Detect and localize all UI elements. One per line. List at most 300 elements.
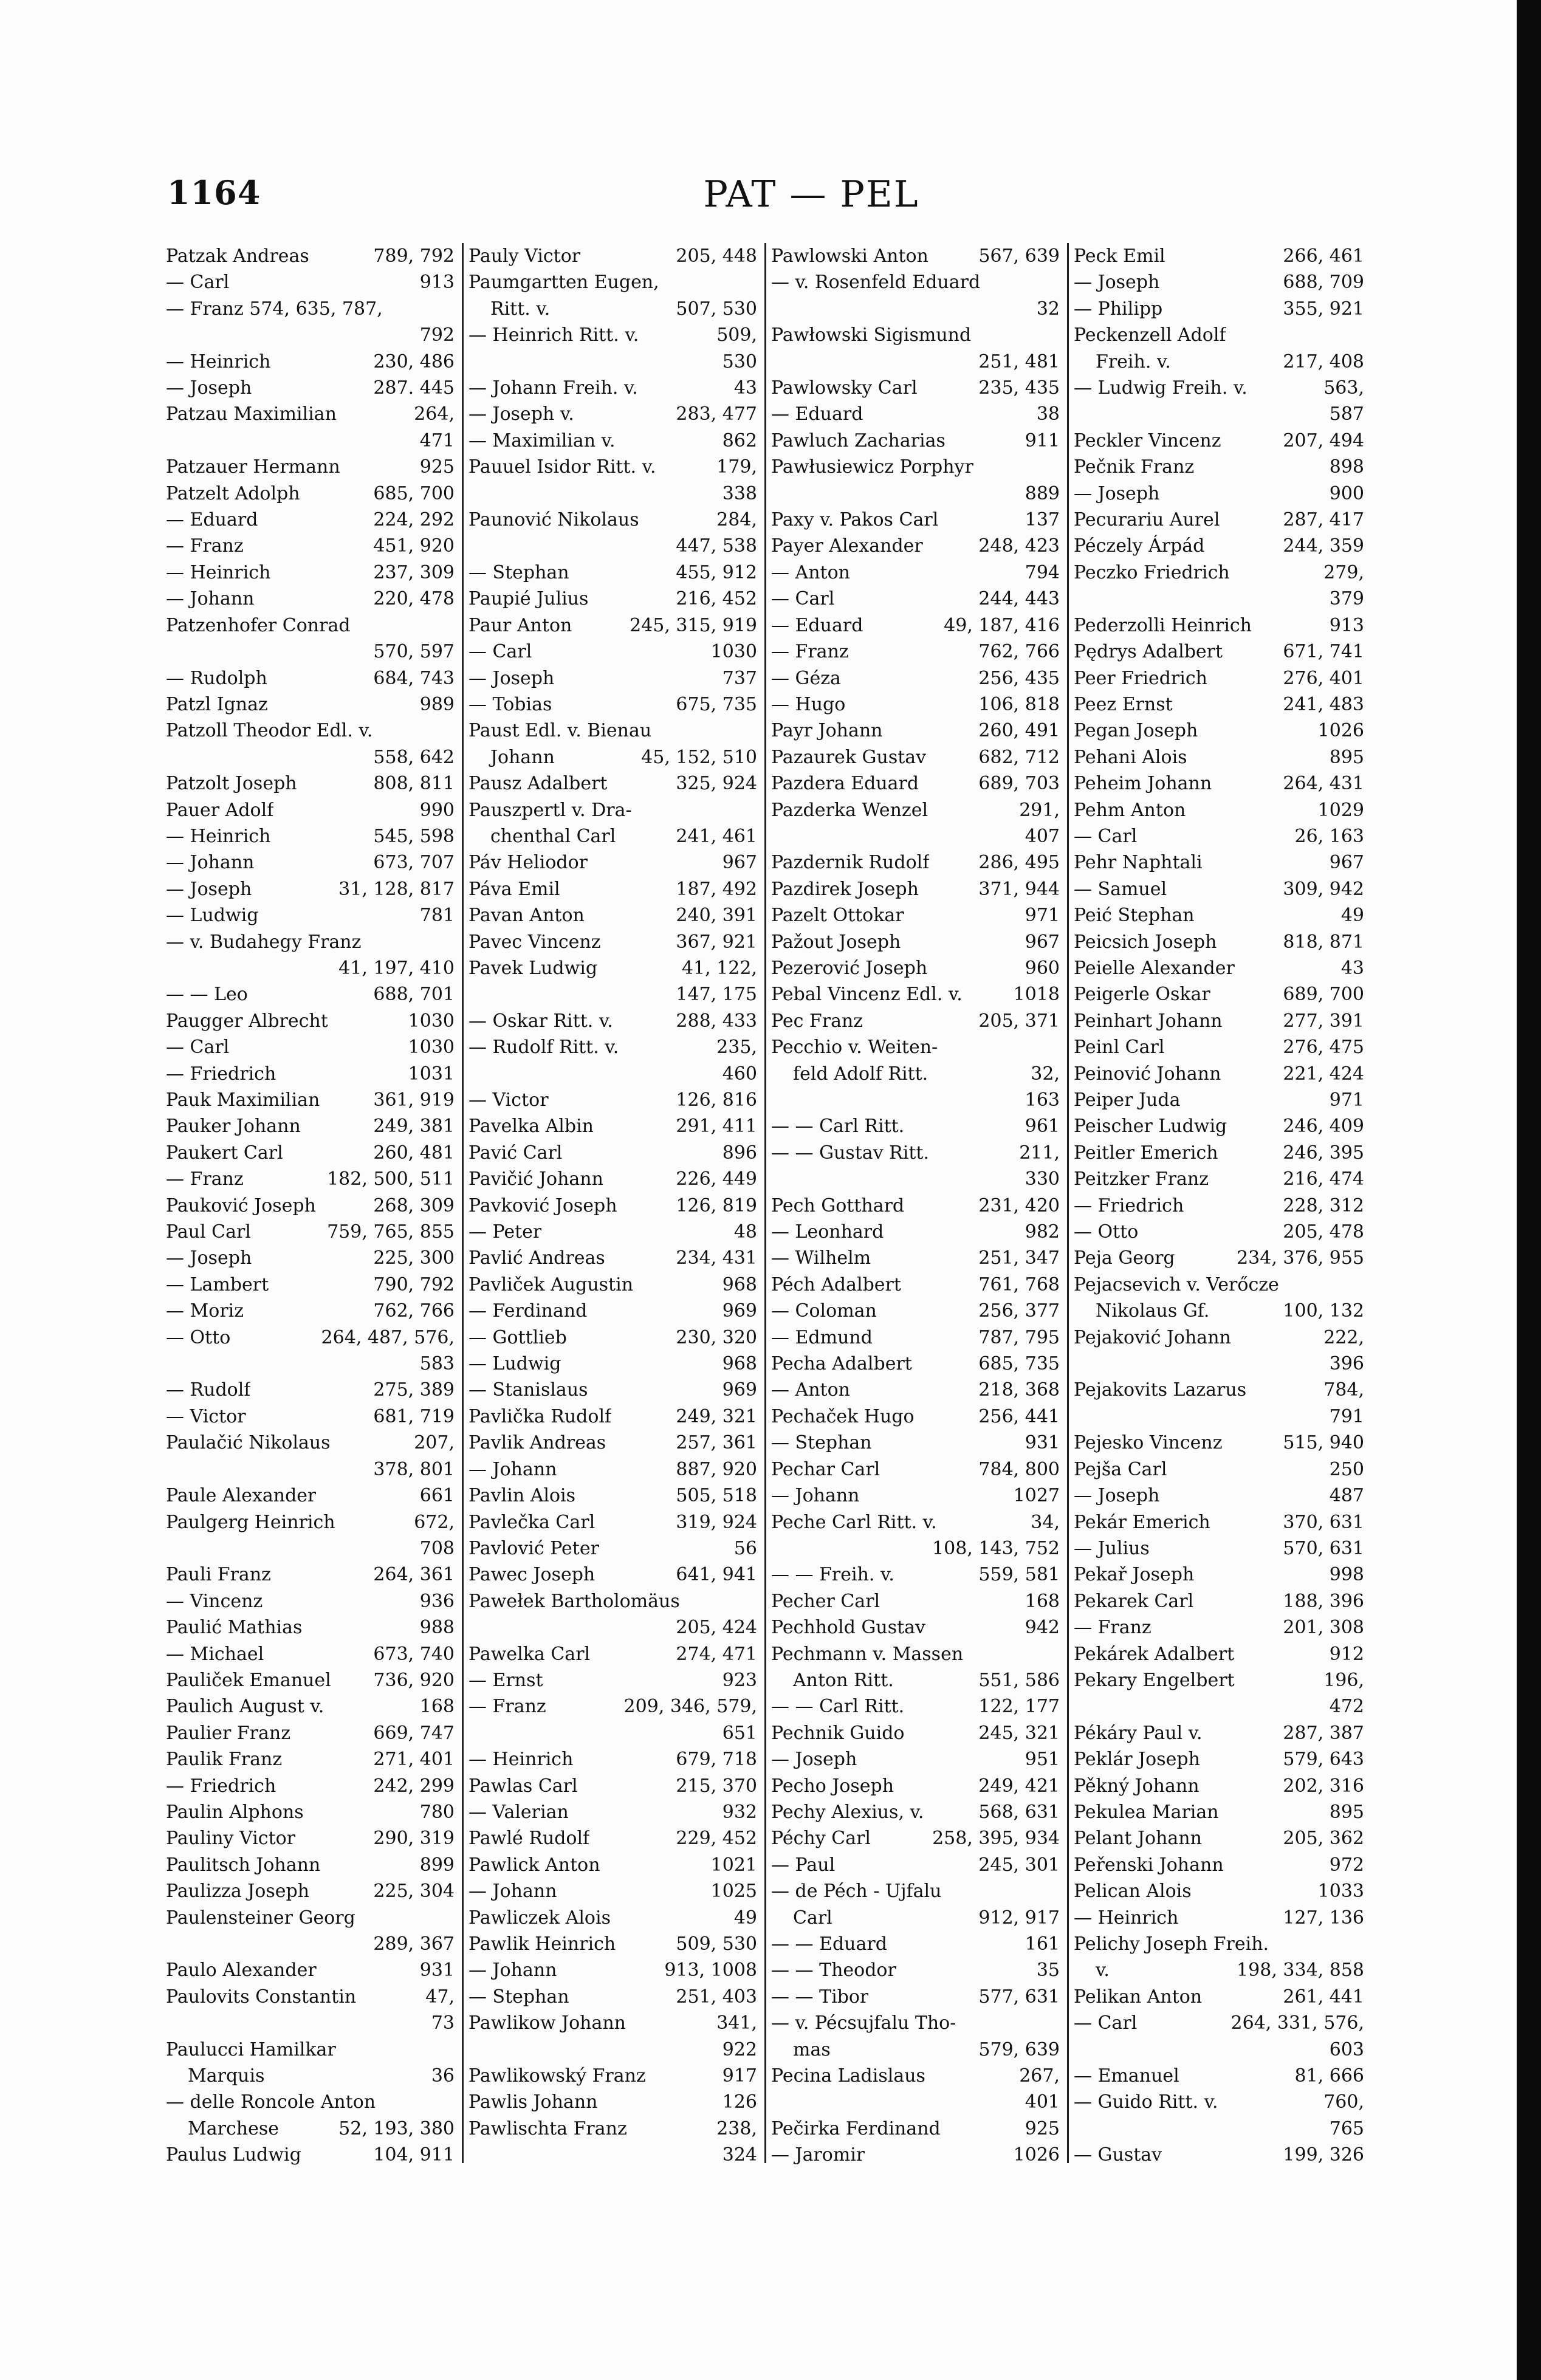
entry-pages: 43 — [733, 377, 757, 399]
entry-pages: 36 — [431, 2065, 455, 2087]
entry-name: — Joseph — [166, 377, 252, 399]
entry-pages: 205, 371 — [978, 1010, 1060, 1032]
entry-name: Paunović Nikolaus — [468, 509, 639, 531]
entry-pages: 922 — [722, 2039, 757, 2060]
entry-name: Pawłowski Sigismund — [771, 324, 972, 346]
index-entry — [166, 1852, 455, 1878]
entry-name: Pehani Alois — [1074, 746, 1187, 768]
index-entry — [468, 428, 757, 454]
index-entry — [166, 1825, 455, 1851]
entry-pages: 912, 917 — [978, 1907, 1060, 1929]
entry-name: — Johann — [166, 588, 255, 610]
entry-pages: 284, — [716, 509, 757, 531]
entry-pages: 1027 — [1013, 1485, 1060, 1507]
entry-pages: 217, 408 — [1283, 351, 1364, 372]
entry-pages: 47, — [425, 1986, 455, 2008]
entry-name: — Stephan — [468, 1986, 569, 2008]
entry-name: — Heinrich Ritt. v. — [468, 324, 639, 346]
entry-name: Pechhold Gustav — [771, 1617, 926, 1639]
index-entry — [771, 2010, 1060, 2036]
entry-pages: 218, 368 — [978, 1379, 1060, 1401]
entry-pages: 290, 319 — [373, 1828, 455, 1850]
entry-pages: 137 — [1024, 509, 1060, 531]
index-entry — [468, 612, 757, 639]
entry-pages: 370, 631 — [1283, 1511, 1364, 1533]
entry-pages: 507, 530 — [676, 298, 757, 320]
entry-pages: 932 — [722, 1801, 757, 1823]
entry-pages: 244, 443 — [978, 588, 1060, 610]
entry-pages: 81, 666 — [1294, 2065, 1364, 2087]
entry-pages: 487 — [1329, 1485, 1364, 1507]
index-entry — [1074, 349, 1364, 375]
index-entry — [468, 1245, 757, 1271]
entry-name: Pavković Joseph — [468, 1195, 617, 1216]
index-entry — [468, 2089, 757, 2115]
entry-pages: 641, 941 — [676, 1564, 757, 1586]
entry-pages: 207, — [414, 1432, 455, 1454]
index-entry — [468, 2142, 757, 2168]
entry-name: — Wilhelm — [771, 1247, 871, 1269]
entry-name: Pelichy Joseph Freih. — [1074, 1933, 1269, 1955]
index-entry — [771, 1562, 1060, 1588]
entry-pages: 330 — [1024, 1168, 1060, 1190]
index-entry — [1074, 1140, 1364, 1166]
index-entry — [1074, 1905, 1364, 1931]
index-entry — [1074, 1720, 1364, 1746]
entry-pages: 291, 411 — [676, 1116, 757, 1137]
entry-name: — Moriz — [166, 1300, 244, 1322]
index-entry — [771, 1535, 1060, 1562]
entry-name: Pejesko Vincenz — [1074, 1432, 1223, 1454]
entry-name: Pawlowsky Carl — [771, 377, 918, 399]
entry-name: — Johann — [468, 1458, 557, 1480]
entry-pages: 818, 871 — [1283, 931, 1364, 953]
index-entry — [166, 1325, 455, 1351]
entry-name: Pech Gotthard — [771, 1195, 905, 1216]
entry-name: Péczely Árpád — [1074, 535, 1205, 557]
entry-name: Pauuel Isidor Ritt. v. — [468, 456, 656, 478]
entry-pages: 260, 491 — [978, 720, 1060, 742]
index-entry — [771, 1008, 1060, 1034]
entry-name: — de Péch - Ujfalu — [771, 1881, 942, 1902]
entry-pages: 969 — [722, 1300, 757, 1322]
entry-name: Pawliczek Alois — [468, 1907, 611, 1929]
entry-pages: 245, 315, 919 — [630, 614, 757, 636]
index-entry — [771, 797, 1060, 823]
entry-name: Pazdernik Rudolf — [771, 852, 930, 874]
running-head: PAT — PEL — [703, 173, 919, 216]
entry-pages: 237, 309 — [373, 561, 455, 583]
index-entry — [468, 1957, 757, 1983]
entry-name: — — Carl Ritt. — [771, 1116, 905, 1137]
entry-name: — delle Roncole Anton — [166, 2091, 376, 2113]
entry-name: Peczko Friedrich — [1074, 561, 1230, 583]
entry-pages: 570, 631 — [1283, 1537, 1364, 1559]
entry-name: Pazaurek Gustav — [771, 746, 927, 768]
entry-name: Pawlikowský Franz — [468, 2065, 646, 2087]
index-entry — [1074, 1219, 1364, 1245]
entry-name: — Joseph — [1074, 272, 1160, 293]
index-entry — [166, 1641, 455, 1667]
entry-pages: 245, 301 — [978, 1854, 1060, 1876]
entry-name: Pawlik Heinrich — [468, 1933, 616, 1955]
entry-name: Pavliček Augustin — [468, 1274, 634, 1295]
index-entry — [1074, 375, 1364, 401]
entry-pages: 248, 423 — [978, 535, 1060, 557]
index-entry — [1074, 744, 1364, 770]
entry-name: Pavlin Alois — [468, 1485, 576, 1507]
entry-pages: 238, — [716, 2118, 757, 2139]
entry-name: — Hugo — [771, 693, 846, 715]
entry-name: — Oskar Ritt. v. — [468, 1010, 613, 1032]
entry-name: — Victor — [166, 1405, 246, 1427]
entry-pages: 567, 639 — [978, 245, 1060, 267]
index-entry — [771, 1667, 1060, 1693]
entry-pages: 235, 435 — [978, 377, 1060, 399]
entry-pages: 264, 331, 576, — [1230, 2012, 1364, 2034]
entry-pages — [450, 1905, 455, 1931]
entry-pages: 990 — [419, 799, 455, 821]
index-entry — [468, 1404, 757, 1430]
index-entry — [771, 665, 1060, 691]
index-entry — [771, 849, 1060, 876]
entry-name: — Coloman — [771, 1300, 877, 1322]
entry-pages: 108, 143, 752 — [932, 1537, 1060, 1559]
index-entry — [771, 1720, 1060, 1746]
entry-name: — Franz — [468, 1696, 546, 1718]
entry-name: Péchy Carl — [771, 1828, 871, 1850]
entry-pages: 1030 — [408, 1010, 455, 1032]
index-columns — [161, 243, 1373, 2166]
index-entry — [1074, 1588, 1364, 1614]
entry-pages: 268, 309 — [373, 1195, 455, 1216]
entry-name: Pawlé Rudolf — [468, 1828, 590, 1850]
index-entry — [166, 533, 455, 559]
index-entry — [1074, 1377, 1364, 1403]
entry-pages: 100, 132 — [1283, 1300, 1364, 1322]
index-entry — [1074, 533, 1364, 559]
index-entry — [166, 1509, 455, 1535]
entry-name: Pechaček Hugo — [771, 1405, 915, 1427]
index-entry — [1074, 1483, 1364, 1509]
entry-name: — Anton — [771, 1379, 850, 1401]
index-entry — [468, 1905, 757, 1931]
entry-pages: 505, 518 — [676, 1485, 757, 1507]
entry-name: — Ludwig — [166, 905, 259, 927]
entry-pages: 246, 395 — [1283, 1142, 1364, 1164]
entry-name: — Samuel — [1074, 878, 1167, 900]
index-entry — [771, 269, 1060, 295]
entry-pages: 325, 924 — [676, 773, 757, 795]
entry-name: Paulitsch Johann — [166, 1854, 321, 1876]
entry-name: — Vincenz — [166, 1590, 263, 1612]
entry-pages: 447, 538 — [676, 535, 757, 557]
entry-pages: 396 — [1329, 1353, 1364, 1375]
index-entry — [166, 876, 455, 902]
column-1 — [161, 243, 464, 2166]
entry-pages: 791 — [1329, 1405, 1364, 1427]
index-entry — [771, 1825, 1060, 1851]
entry-name: Paulich August v. — [166, 1696, 324, 1718]
entry-pages: 261, 441 — [1283, 1986, 1364, 2008]
index-entry — [1074, 797, 1364, 823]
index-entry — [1074, 1166, 1364, 1192]
index-entry — [166, 2116, 455, 2142]
index-entry — [771, 2037, 1060, 2063]
index-entry — [1074, 1087, 1364, 1113]
index-entry — [1074, 1957, 1364, 1983]
entry-pages: 1029 — [1317, 799, 1364, 821]
entry-pages: 967 — [722, 852, 757, 874]
page-number: 1164 — [167, 173, 261, 212]
entry-pages: 211, — [1019, 1142, 1060, 1164]
entry-name: — Johann — [166, 852, 255, 874]
index-entry — [468, 1799, 757, 1825]
index-entry — [166, 375, 455, 401]
index-entry — [166, 507, 455, 533]
entry-name: Paulovits Constantin — [166, 1986, 357, 2008]
entry-name: Pawlowski Anton — [771, 245, 928, 267]
entry-name: — Michael — [166, 1643, 264, 1665]
index-entry — [771, 823, 1060, 849]
entry-pages: 972 — [1329, 1854, 1364, 1876]
index-entry — [1074, 1984, 1364, 2010]
index-entry — [771, 981, 1060, 1007]
entry-pages: 52, 193, 380 — [338, 2118, 455, 2139]
index-entry — [1074, 1562, 1364, 1588]
entry-name: — Franz — [166, 535, 244, 557]
index-entry — [1074, 1746, 1364, 1772]
index-entry — [1074, 1852, 1364, 1878]
index-entry — [166, 2142, 455, 2168]
index-entry — [166, 322, 455, 348]
entry-name: Pavlović Peter — [468, 1537, 599, 1559]
entry-pages: 231, 420 — [978, 1195, 1060, 1216]
index-entry — [1074, 2010, 1364, 2036]
entry-name: — Heinrich — [468, 1749, 574, 1771]
index-entry — [166, 586, 455, 612]
entry-pages: 509, — [716, 324, 757, 346]
entry-name: Paxy v. Pakos Carl — [771, 509, 939, 531]
index-entry — [1074, 322, 1364, 348]
index-entry — [166, 269, 455, 295]
entry-name: — Heinrich — [166, 825, 271, 847]
entry-pages: 49, 187, 416 — [944, 614, 1060, 636]
entry-pages: 509, 530 — [676, 1933, 757, 1955]
entry-pages: 127, 136 — [1283, 1907, 1364, 1929]
entry-pages: 289, 367 — [373, 1933, 455, 1955]
entry-name: Pekař Joseph — [1074, 1564, 1195, 1586]
entry-name: Pechy Alexius, v. — [771, 1801, 924, 1823]
index-entry — [1074, 902, 1364, 928]
entry-pages: 230, 320 — [676, 1326, 757, 1348]
entry-pages: 951 — [1024, 1749, 1060, 1771]
index-entry — [468, 1931, 757, 1957]
index-entry — [1074, 1641, 1364, 1667]
entry-name: Pelican Alois — [1074, 1881, 1192, 1902]
entry-name: Pazelt Ottokar — [771, 905, 904, 927]
entry-pages — [450, 612, 455, 639]
column-2 — [464, 243, 766, 2166]
entry-name: Pavec Vincenz — [468, 931, 601, 953]
entry-name: Pauer Adolf — [166, 799, 274, 821]
entry-name: Paur Anton — [468, 614, 572, 636]
index-entry — [166, 349, 455, 375]
entry-name: — — Eduard — [771, 1933, 887, 1955]
index-entry — [771, 1351, 1060, 1377]
index-entry — [771, 2089, 1060, 2115]
entry-pages: 168 — [419, 1696, 455, 1718]
entry-name: — Jaromir — [771, 2144, 865, 2166]
entry-pages: 241, 461 — [676, 825, 757, 847]
index-entry — [771, 1272, 1060, 1298]
entry-name: — — Leo — [166, 984, 248, 1006]
entry-name: — — Carl Ritt. — [771, 1696, 905, 1718]
index-entry — [468, 2037, 757, 2063]
index-entry — [771, 1931, 1060, 1957]
entry-name: — Peter — [468, 1221, 542, 1243]
entry-name: Pędrys Adalbert — [1074, 641, 1223, 663]
entry-name: Marquis — [188, 2065, 265, 2087]
entry-pages: 43 — [1340, 957, 1364, 979]
entry-name: Pauliny Victor — [166, 1828, 296, 1850]
entry-pages: 737 — [722, 667, 757, 689]
entry-name: Paulier Franz — [166, 1722, 291, 1744]
entry-pages: 26, 163 — [1294, 825, 1364, 847]
entry-pages: 472 — [1329, 1696, 1364, 1718]
index-entry — [468, 1061, 757, 1087]
index-entry — [166, 1957, 455, 1983]
entry-name: Carl — [793, 1907, 832, 1929]
entry-name: Páva Emil — [468, 878, 560, 900]
entry-name: Patzauer Hermann — [166, 456, 340, 478]
entry-name: — Maximilian v. — [468, 430, 616, 451]
index-entry — [771, 612, 1060, 639]
index-entry — [468, 1113, 757, 1139]
entry-name: Peicsich Joseph — [1074, 931, 1217, 953]
index-entry — [771, 375, 1060, 401]
entry-pages: 73 — [431, 2012, 455, 2034]
index-entry — [1074, 2063, 1364, 2089]
entry-pages: 900 — [1329, 482, 1364, 504]
index-entry — [166, 481, 455, 507]
entry-pages: 251, 481 — [978, 351, 1060, 372]
entry-pages: 371, 944 — [978, 878, 1060, 900]
index-entry — [468, 560, 757, 586]
entry-name: Peitzker Franz — [1074, 1168, 1209, 1190]
index-entry — [166, 1984, 455, 2010]
index-entry — [468, 1562, 757, 1588]
entry-pages: 276, 475 — [1283, 1037, 1364, 1058]
index-entry — [771, 1140, 1060, 1166]
index-entry — [771, 454, 1060, 480]
index-entry — [468, 322, 757, 348]
entry-name: — Guido Ritt. v. — [1074, 2091, 1218, 2113]
entry-name: Peić Stephan — [1074, 905, 1195, 927]
entry-pages: 967 — [1024, 931, 1060, 953]
entry-pages: 291, — [1019, 799, 1060, 821]
entry-pages: 234, 376, 955 — [1237, 1247, 1364, 1269]
index-entry — [166, 1272, 455, 1298]
entry-pages: 207, 494 — [1283, 430, 1364, 451]
index-entry — [468, 691, 757, 718]
entry-pages — [450, 929, 455, 955]
entry-pages: 899 — [419, 1854, 455, 1876]
entry-pages: 288, 433 — [676, 1010, 757, 1032]
entry-pages: 249, 381 — [373, 1116, 455, 1137]
entry-pages: 971 — [1329, 1089, 1364, 1111]
entry-name: Paulgerg Heinrich — [166, 1511, 335, 1533]
index-entry — [468, 349, 757, 375]
entry-pages: 251, 347 — [978, 1247, 1060, 1269]
entry-name: — Franz — [1074, 1617, 1151, 1639]
index-entry — [166, 1693, 455, 1720]
entry-name: — Joseph v. — [468, 403, 574, 425]
entry-pages: 968 — [722, 1274, 757, 1295]
entry-name: — Carl — [771, 588, 835, 610]
entry-name: — Eduard — [771, 614, 863, 636]
index-entry — [771, 1483, 1060, 1509]
index-entry — [1074, 691, 1364, 718]
index-entry — [166, 665, 455, 691]
index-entry — [468, 1720, 757, 1746]
entry-name: Pekary Engelbert — [1074, 1669, 1235, 1691]
entry-pages: 38 — [1036, 403, 1060, 425]
entry-pages — [1055, 2010, 1060, 2036]
entry-name: — Otto — [166, 1326, 231, 1348]
entry-pages: 216, 452 — [676, 588, 757, 610]
index-entry — [468, 1430, 757, 1456]
index-entry — [771, 744, 1060, 770]
entry-name: Ritt. v. — [490, 298, 551, 320]
entry-pages: 379 — [1329, 588, 1364, 610]
entry-name: Pawlick Anton — [468, 1854, 600, 1876]
entry-pages: 256, 377 — [978, 1300, 1060, 1322]
index-entry — [771, 1588, 1060, 1614]
entry-name: Paugger Albrecht — [166, 1010, 328, 1032]
entry-name: — Ferdinand — [468, 1300, 588, 1322]
index-entry — [468, 1641, 757, 1667]
index-entry — [166, 1667, 455, 1693]
entry-pages: 198, 334, 858 — [1237, 1960, 1364, 1981]
index-entry — [771, 349, 1060, 375]
entry-pages: 792 — [419, 324, 455, 346]
entry-name: — Otto — [1074, 1221, 1139, 1243]
entry-pages: 229, 452 — [676, 1828, 757, 1850]
entry-pages: 603 — [1329, 2039, 1364, 2060]
index-entry — [1074, 1061, 1364, 1087]
index-entry — [1074, 929, 1364, 955]
entry-pages — [1055, 454, 1060, 480]
entry-name: — Heinrich — [166, 351, 271, 372]
index-entry — [166, 296, 455, 322]
entry-pages: 367, 921 — [676, 931, 757, 953]
entry-name: — Ludwig Freih. v. — [1074, 377, 1248, 399]
entry-name: — — Tibor — [771, 1986, 869, 2008]
entry-pages: 49 — [733, 1907, 757, 1929]
index-entry — [1074, 1008, 1364, 1034]
entry-pages: 780 — [419, 1801, 455, 1823]
entry-name: Pekár Emerich — [1074, 1511, 1210, 1533]
entry-name: chenthal Carl — [490, 825, 616, 847]
entry-name: Peckler Vincenz — [1074, 430, 1221, 451]
entry-pages: 559, 581 — [978, 1564, 1060, 1586]
entry-pages: 925 — [1024, 2118, 1060, 2139]
index-entry — [166, 770, 455, 797]
entry-name: Peiper Juda — [1074, 1089, 1181, 1111]
index-entry — [166, 1931, 455, 1957]
index-entry — [468, 1878, 757, 1904]
